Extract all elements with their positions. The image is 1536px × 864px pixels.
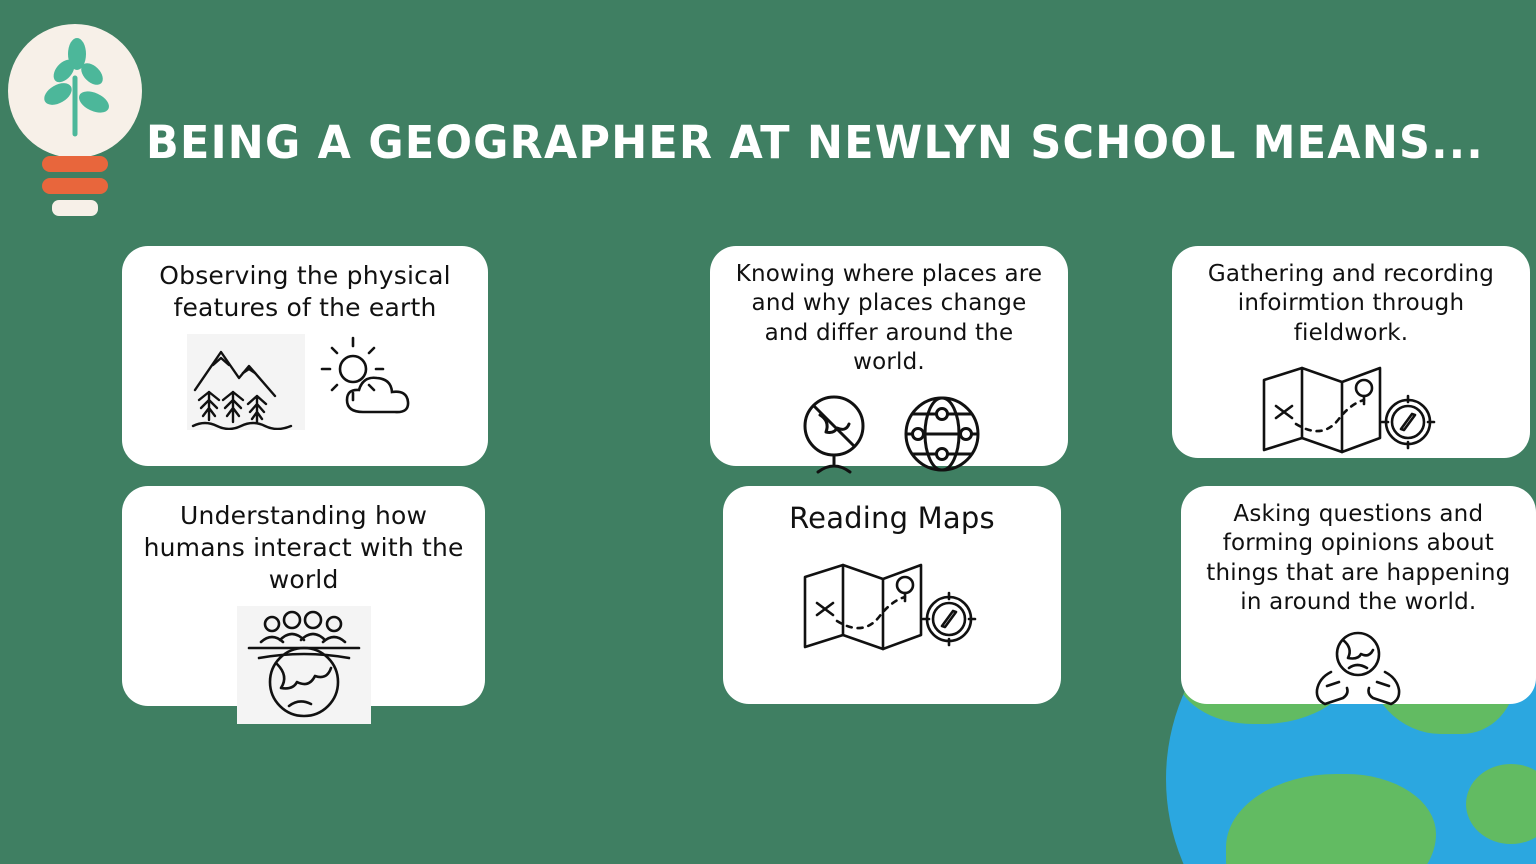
card-fieldwork: [1172, 246, 1530, 458]
card-fieldwork-text: Gathering and recording infoirmtion through fieldwork.: [1207, 261, 1495, 346]
folded-map-compass-icon: [797, 547, 987, 671]
card-asking-questions-text: Asking questions and forming opinions about things that are happening in around the world.: [1206, 501, 1511, 616]
card-asking-questions: [1181, 486, 1536, 704]
card-humans-interact-text: Understanding how humans interact with the world: [143, 501, 464, 594]
card-humans-interact-icons: [237, 606, 371, 724]
cards-grid: [0, 246, 1536, 706]
card-observing: [122, 246, 488, 466]
card-fieldwork-icons: [1256, 358, 1446, 466]
lightbulb-plant-icon: [8, 16, 142, 226]
card-reading-maps-icons: [797, 547, 987, 671]
folded-map-compass-icon: [1256, 358, 1446, 466]
cards-row-2: [0, 486, 1536, 706]
card-knowing-places-icons: [790, 388, 988, 480]
card-reading-maps: [723, 486, 1060, 704]
card-humans-interact: [122, 486, 485, 706]
card-knowing-places-text: Knowing where places are and why places change and differ around the world.: [735, 261, 1043, 376]
card-knowing-places: [710, 246, 1068, 466]
sun-cloud-icon: [319, 336, 423, 428]
mountains-forest-icon: [187, 334, 305, 430]
cards-row-1: [0, 246, 1536, 466]
card-observing-text: Observing the physical features of the earth: [159, 261, 451, 322]
wire-globe-icon: [896, 388, 988, 480]
page-title: BEING A GEOGRAPHER AT NEWLYN SCHOOL MEANS...: [146, 116, 1484, 169]
hands-holding-globe-icon: [1303, 628, 1413, 712]
desk-globe-icon: [790, 388, 882, 480]
card-asking-questions-icons: [1303, 628, 1413, 712]
people-on-globe-icon: [237, 606, 371, 724]
card-observing-icons: [187, 334, 423, 430]
card-reading-maps-text: Reading Maps: [789, 501, 995, 535]
